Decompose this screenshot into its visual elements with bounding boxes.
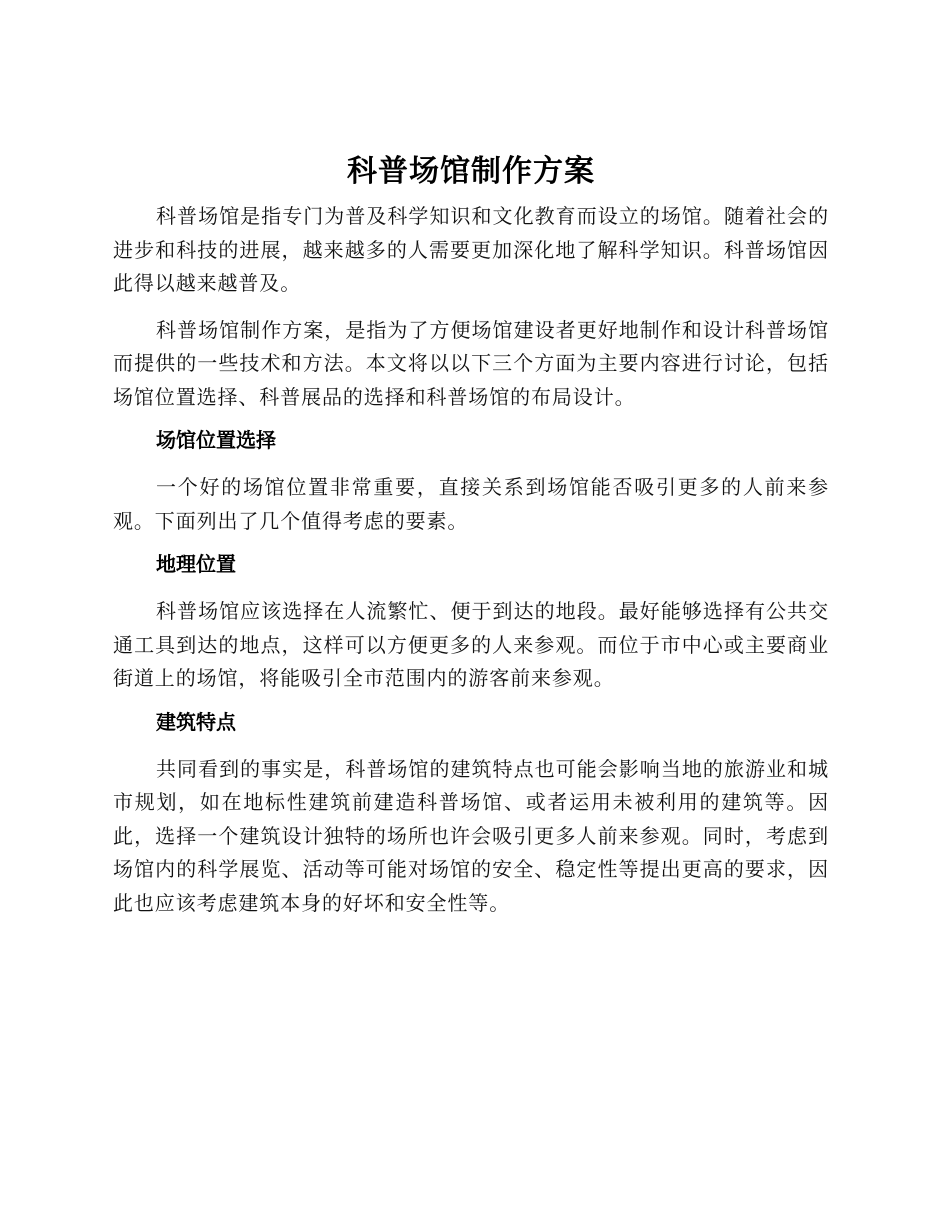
section-heading-location: 场馆位置选择 — [156, 428, 276, 452]
section-paragraph-location: 一个好的场馆位置非常重要，直接关系到场馆能否吸引更多的人前来参观。下面列出了几个值得考虑的要素。 — [113, 475, 829, 533]
section-paragraph-architecture: 共同看到的事实是，科普场馆的建筑特点也可能会影响当地的旅游业和城市规划，如在地标性建筑前建造科普场馆、或者运用未被利用的建筑等。因此，选择一个建筑设计独特的场所也许会吸引更多人前来参观。同时，考虑到场馆内的科学展览、活动等可能对场馆的安全、稳定性等提出更高的要求，因此也应该考虑建筑本身的好坏和安全性等。 — [113, 756, 829, 915]
section-heading-geography: 地理位置 — [156, 552, 236, 576]
section-paragraph-geography: 科普场馆应该选择在人流繁忙、便于到达的地段。最好能够选择有公共交通工具到达的地点，这样可以方便更多的人来参观。而位于市中心或主要商业街道上的场馆，将能吸引全市范围内的游客前来参观。 — [113, 599, 829, 690]
intro-paragraph-1: 科普场馆是指专门为普及科学知识和文化教育而设立的场馆。随着社会的进步和科技的进展，越来越多的人需要更加深化地了解科学知识。科普场馆因此得以越来越普及。 — [113, 204, 829, 295]
intro-paragraph-2: 科普场馆制作方案，是指为了方便场馆建设者更好地制作和设计科普场馆而提供的一些技术和方法。本文将以以下三个方面为主要内容进行讨论，包括场馆位置选择、科普展品的选择和科普场馆的布局设计。 — [113, 317, 829, 409]
document-body — [113, 150, 829, 933]
document-title: 科普场馆制作方案 — [347, 154, 595, 189]
section-heading-architecture: 建筑特点 — [156, 709, 236, 734]
